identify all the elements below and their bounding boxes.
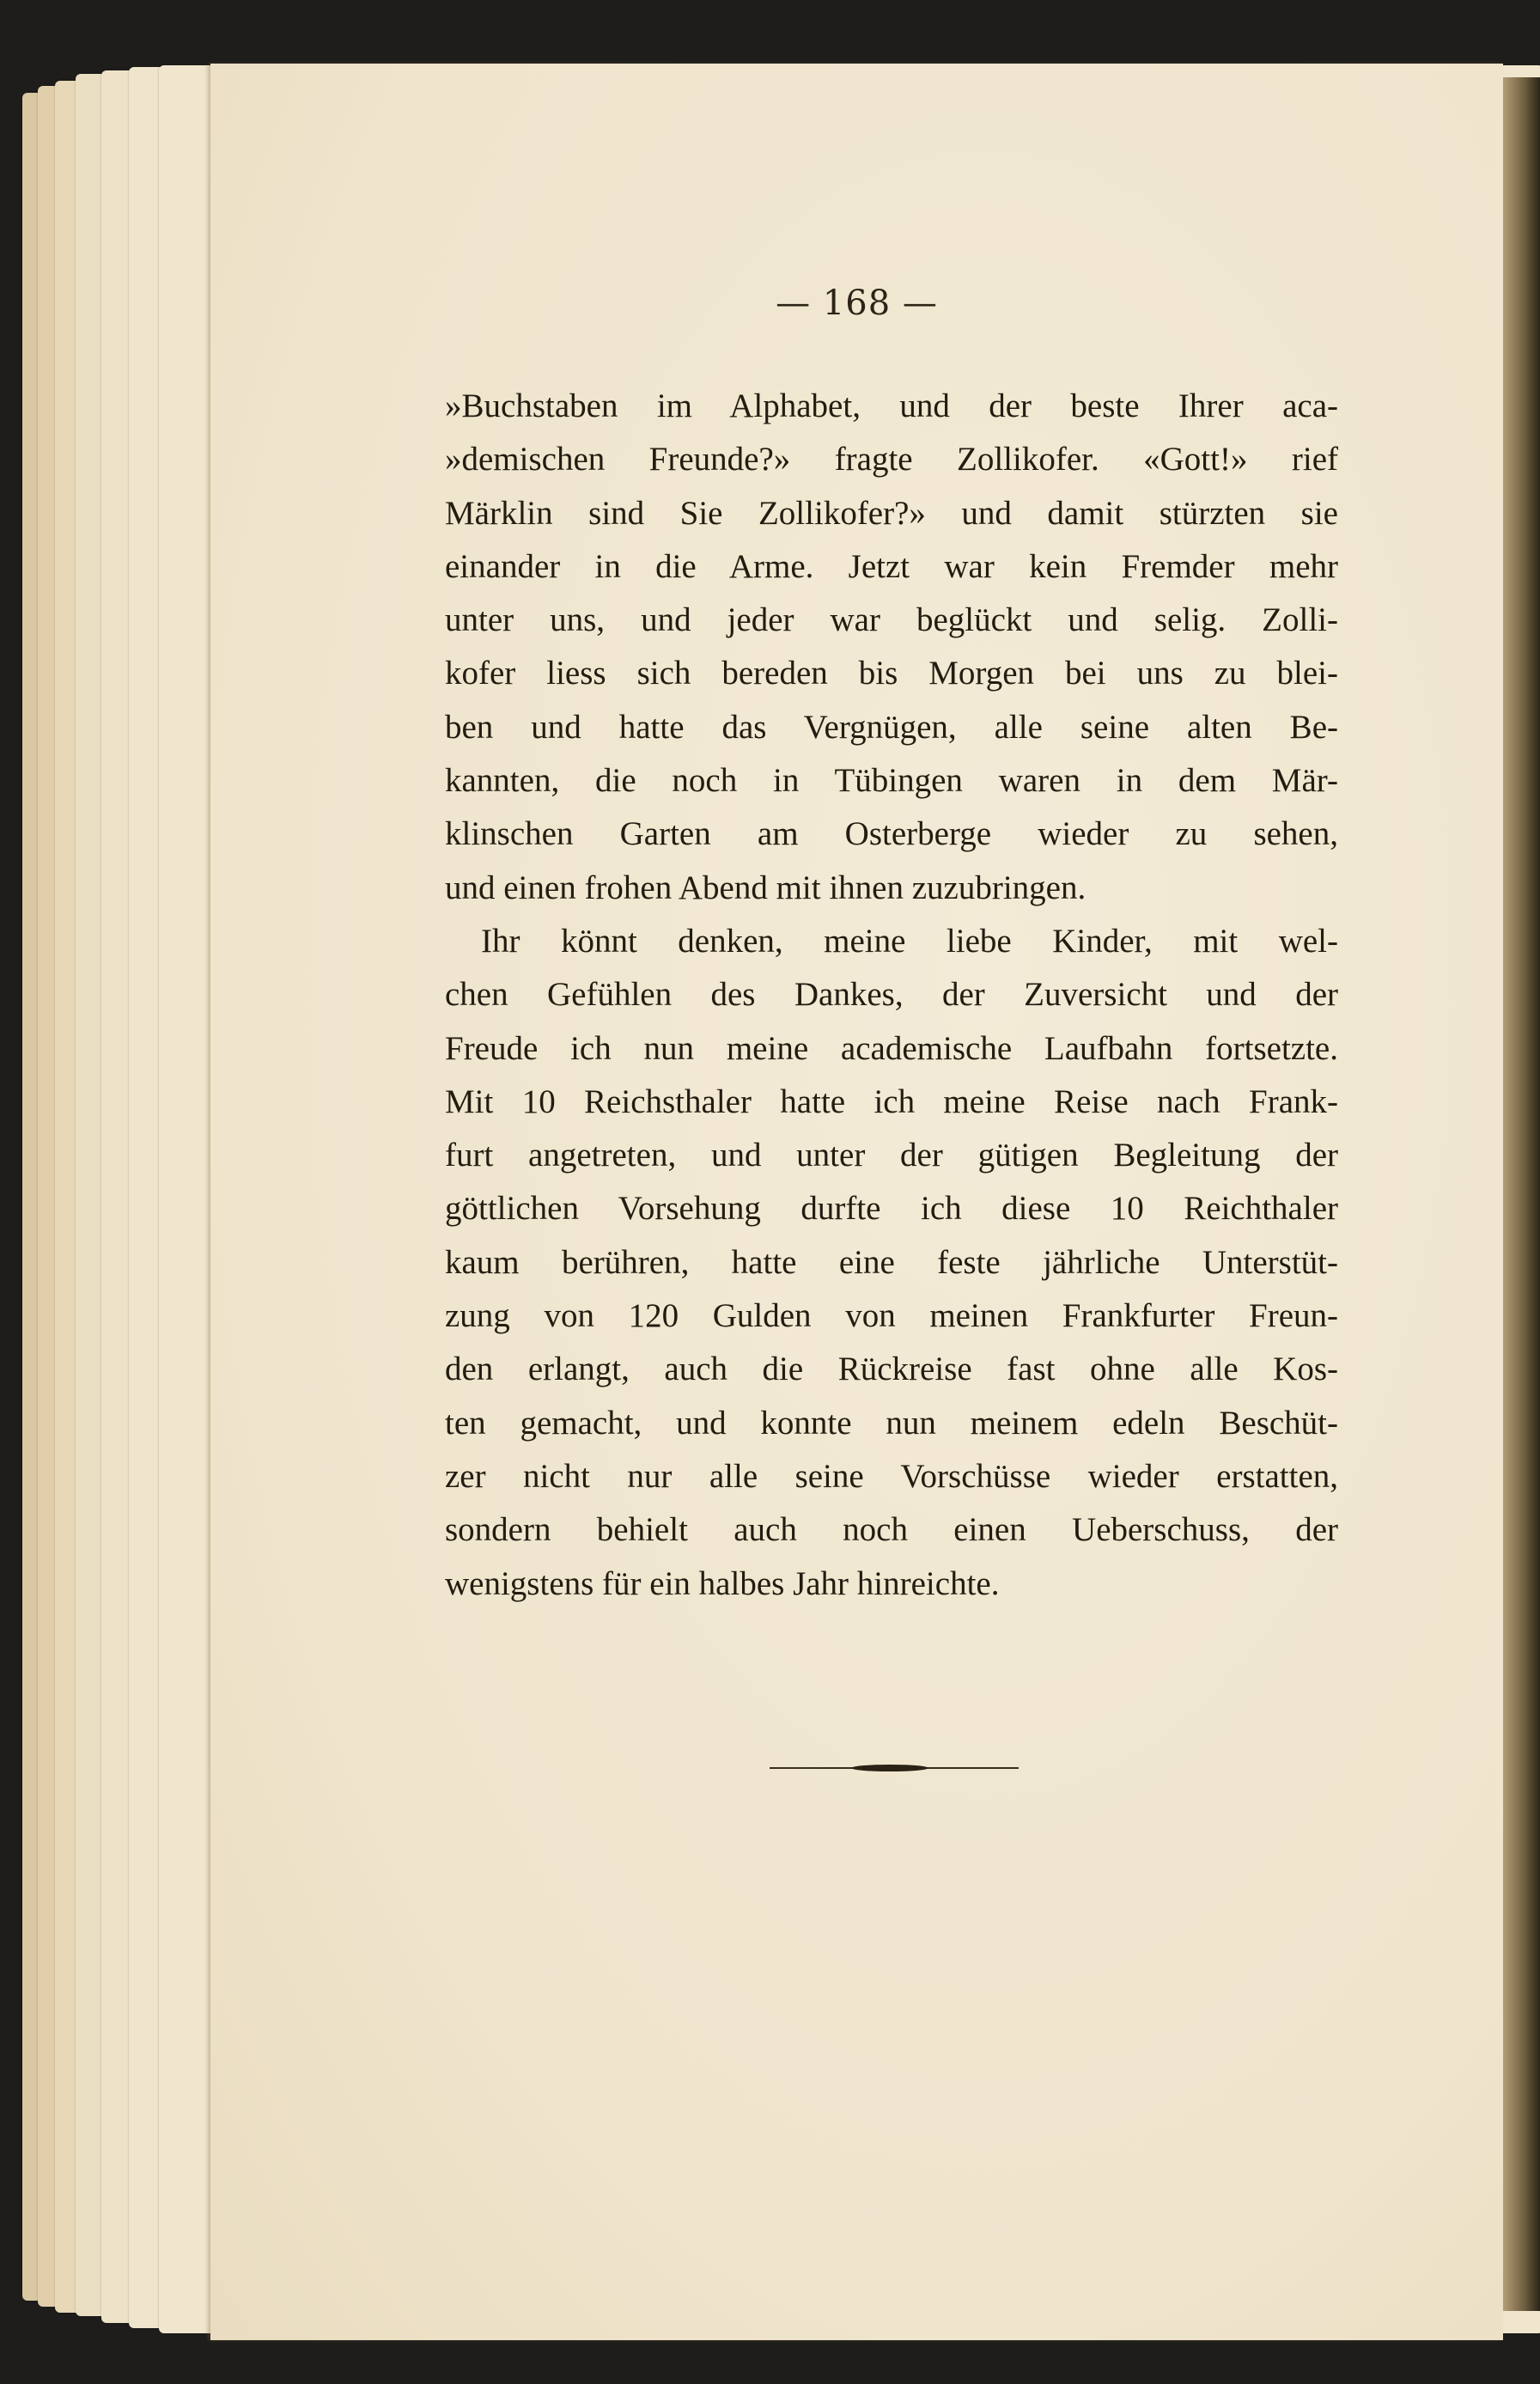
text-line: Mit 10 Reichsthaler hatte ich meine Reise nach Frank-: [445, 1082, 1338, 1120]
next-page-edge: [1501, 77, 1540, 2311]
text-line: furt angetreten, und unter der gütigen Begleitung der: [445, 1137, 1338, 1174]
text-line: göttlichen Vorsehung durfte ich diese 10 Reichthaler: [445, 1190, 1338, 1228]
text-line: Ihr könnt denken, meine liebe Kinder, mit wel-: [481, 922, 1338, 960]
text-line: den erlangt, auch die Rückreise fast ohne alle Kos-: [445, 1351, 1338, 1388]
text-line: Freude ich nun meine academische Laufbahn fortsetzte.: [445, 1029, 1338, 1067]
text-line: kofer liess sich bereden bis Morgen bei uns zu blei-: [445, 655, 1338, 692]
text-line: klinschen Garten am Osterberge wieder zu sehen,: [445, 815, 1338, 853]
text-line: kannten, die noch in Tübingen waren in dem Mär-: [445, 762, 1338, 800]
text-line: chen Gefühlen des Dankes, der Zuversicht und der: [445, 976, 1338, 1014]
text-line: zer nicht nur alle seine Vorschüsse wieder erstatten,: [445, 1457, 1338, 1495]
text-line: kaum berühren, hatte eine feste jährliche Unterstüt-: [445, 1243, 1338, 1281]
text-line: ben und hatte das Vergnügen, alle seine alten Be-: [445, 708, 1338, 746]
ornament-swell: [851, 1765, 928, 1771]
body-text: [445, 380, 1338, 1611]
text-line: zung von 120 Gulden von meinen Frankfurter Freun-: [445, 1297, 1338, 1335]
text-line: wenigstens für ein halbes Jahr hinreichte.: [445, 1564, 1000, 1602]
text-line: ten gemacht, und konnte nun meinem edeln Beschüt-: [445, 1404, 1338, 1442]
page-number: — 168 —: [776, 284, 938, 323]
end-ornament: [770, 1763, 1019, 1773]
text-line: Märklin sind Sie Zollikofer?» und damit stürzten sie: [445, 494, 1338, 532]
text-line: unter uns, und jeder war beglückt und selig. Zolli-: [445, 601, 1338, 639]
text-line: einander in die Arme. Jetzt war kein Fremder mehr: [445, 547, 1338, 585]
text-line: und einen frohen Abend mit ihnen zuzubringen.: [445, 869, 1087, 906]
text-line: »demischen Freunde?» fragte Zollikofer. «Gott!» rief: [445, 441, 1338, 479]
text-line: sondern behielt auch noch einen Ueberschuss, der: [445, 1511, 1338, 1549]
text-line: »Buchstaben im Alphabet, und der beste Ihrer aca-: [445, 387, 1338, 424]
